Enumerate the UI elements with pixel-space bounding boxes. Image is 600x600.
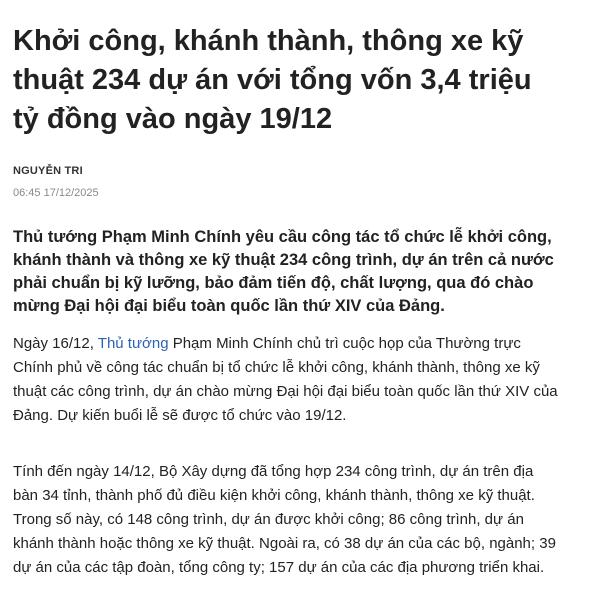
publish-datetime: 06:45 17/12/2025 [13, 187, 99, 199]
paragraph-line: khánh thành hoặc thông xe kỹ thuật. Ngoài ra, có 38 dự án của các bộ, ngành; 39 [13, 535, 556, 552]
body-paragraph-2 [13, 460, 556, 580]
lead-line: khánh thành và thông xe kỹ thuật 234 công trình, dự án trên cả nước [13, 251, 554, 269]
paragraph-line [13, 332, 558, 356]
title-line: tỷ đồng vào ngày 19/12 [13, 103, 333, 135]
body-paragraph-1 [13, 332, 558, 428]
text-segment: Phạm Minh Chính chủ trì cuộc họp của Thường trực [168, 335, 521, 352]
prime-minister-link[interactable]: Thủ tướng [97, 335, 169, 352]
paragraph-line: bàn 34 tỉnh, thành phố đủ điều kiện khởi công, khánh thành, thông xe kỹ thuật. [13, 487, 535, 504]
lead-line: Thủ tướng Phạm Minh Chính yêu cầu công tác tổ chức lễ khởi công, [13, 228, 552, 246]
paragraph-line: Trong số này, có 148 công trình, dự án được khởi công; 86 công trình, dự án [13, 511, 524, 528]
paragraph-line: Tính đến ngày 14/12, Bộ Xây dựng đã tổng hợp 234 công trình, dự án trên địa [13, 463, 534, 480]
article-title [13, 22, 532, 139]
paragraph-line: Đảng. Dự kiến buổi lễ sẽ được tổ chức vào 19/12. [13, 407, 347, 424]
paragraph-line: thuật các công trình, dự án chào mừng Đại hội đại biểu toàn quốc lần thứ XIV của [13, 383, 558, 400]
paragraph-line: Chính phủ về công tác chuẩn bị tổ chức lễ khởi công, khánh thành, thông xe kỹ [13, 359, 540, 376]
lead-line: phải chuẩn bị kỹ lưỡng, bảo đảm tiến độ, chất lượng, qua đó chào [13, 274, 534, 292]
title-line: thuật 234 dự án với tổng vốn 3,4 triệu [13, 64, 532, 96]
paragraph-line: dự án của các tập đoàn, tổng công ty; 157 dự án của các địa phương triển khai. [13, 559, 545, 576]
lead-line: mừng Đại hội đại biểu toàn quốc lần thứ XIV của Đảng. [13, 297, 445, 315]
author-name[interactable]: NGUYỄN TRI [13, 165, 83, 177]
title-line: Khởi công, khánh thành, thông xe kỹ [13, 25, 524, 57]
article-lead [13, 226, 554, 318]
text-segment: Ngày 16/12, [13, 335, 98, 352]
